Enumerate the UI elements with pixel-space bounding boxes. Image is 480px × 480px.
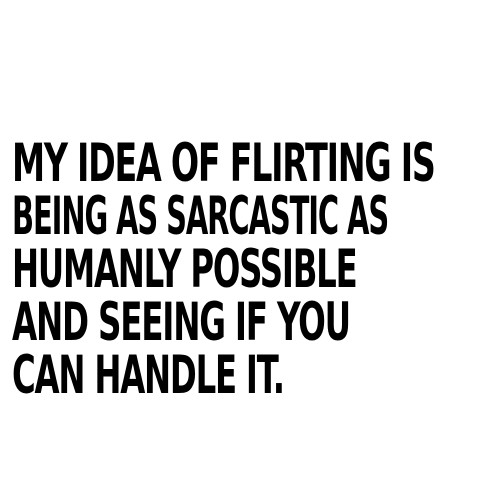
quote-line-5: CAN HANDLE IT. [12, 345, 284, 406]
quote-line-3: HUMANLY POSSIBLE [12, 239, 357, 300]
quote-line-1: MY IDEA OF FLIRTING IS [12, 133, 435, 194]
quote-text [12, 133, 480, 406]
quote-line-2: BEING AS SARCASTIC AS [12, 186, 389, 247]
quote-line-4: AND SEEING IF YOU [12, 292, 350, 353]
